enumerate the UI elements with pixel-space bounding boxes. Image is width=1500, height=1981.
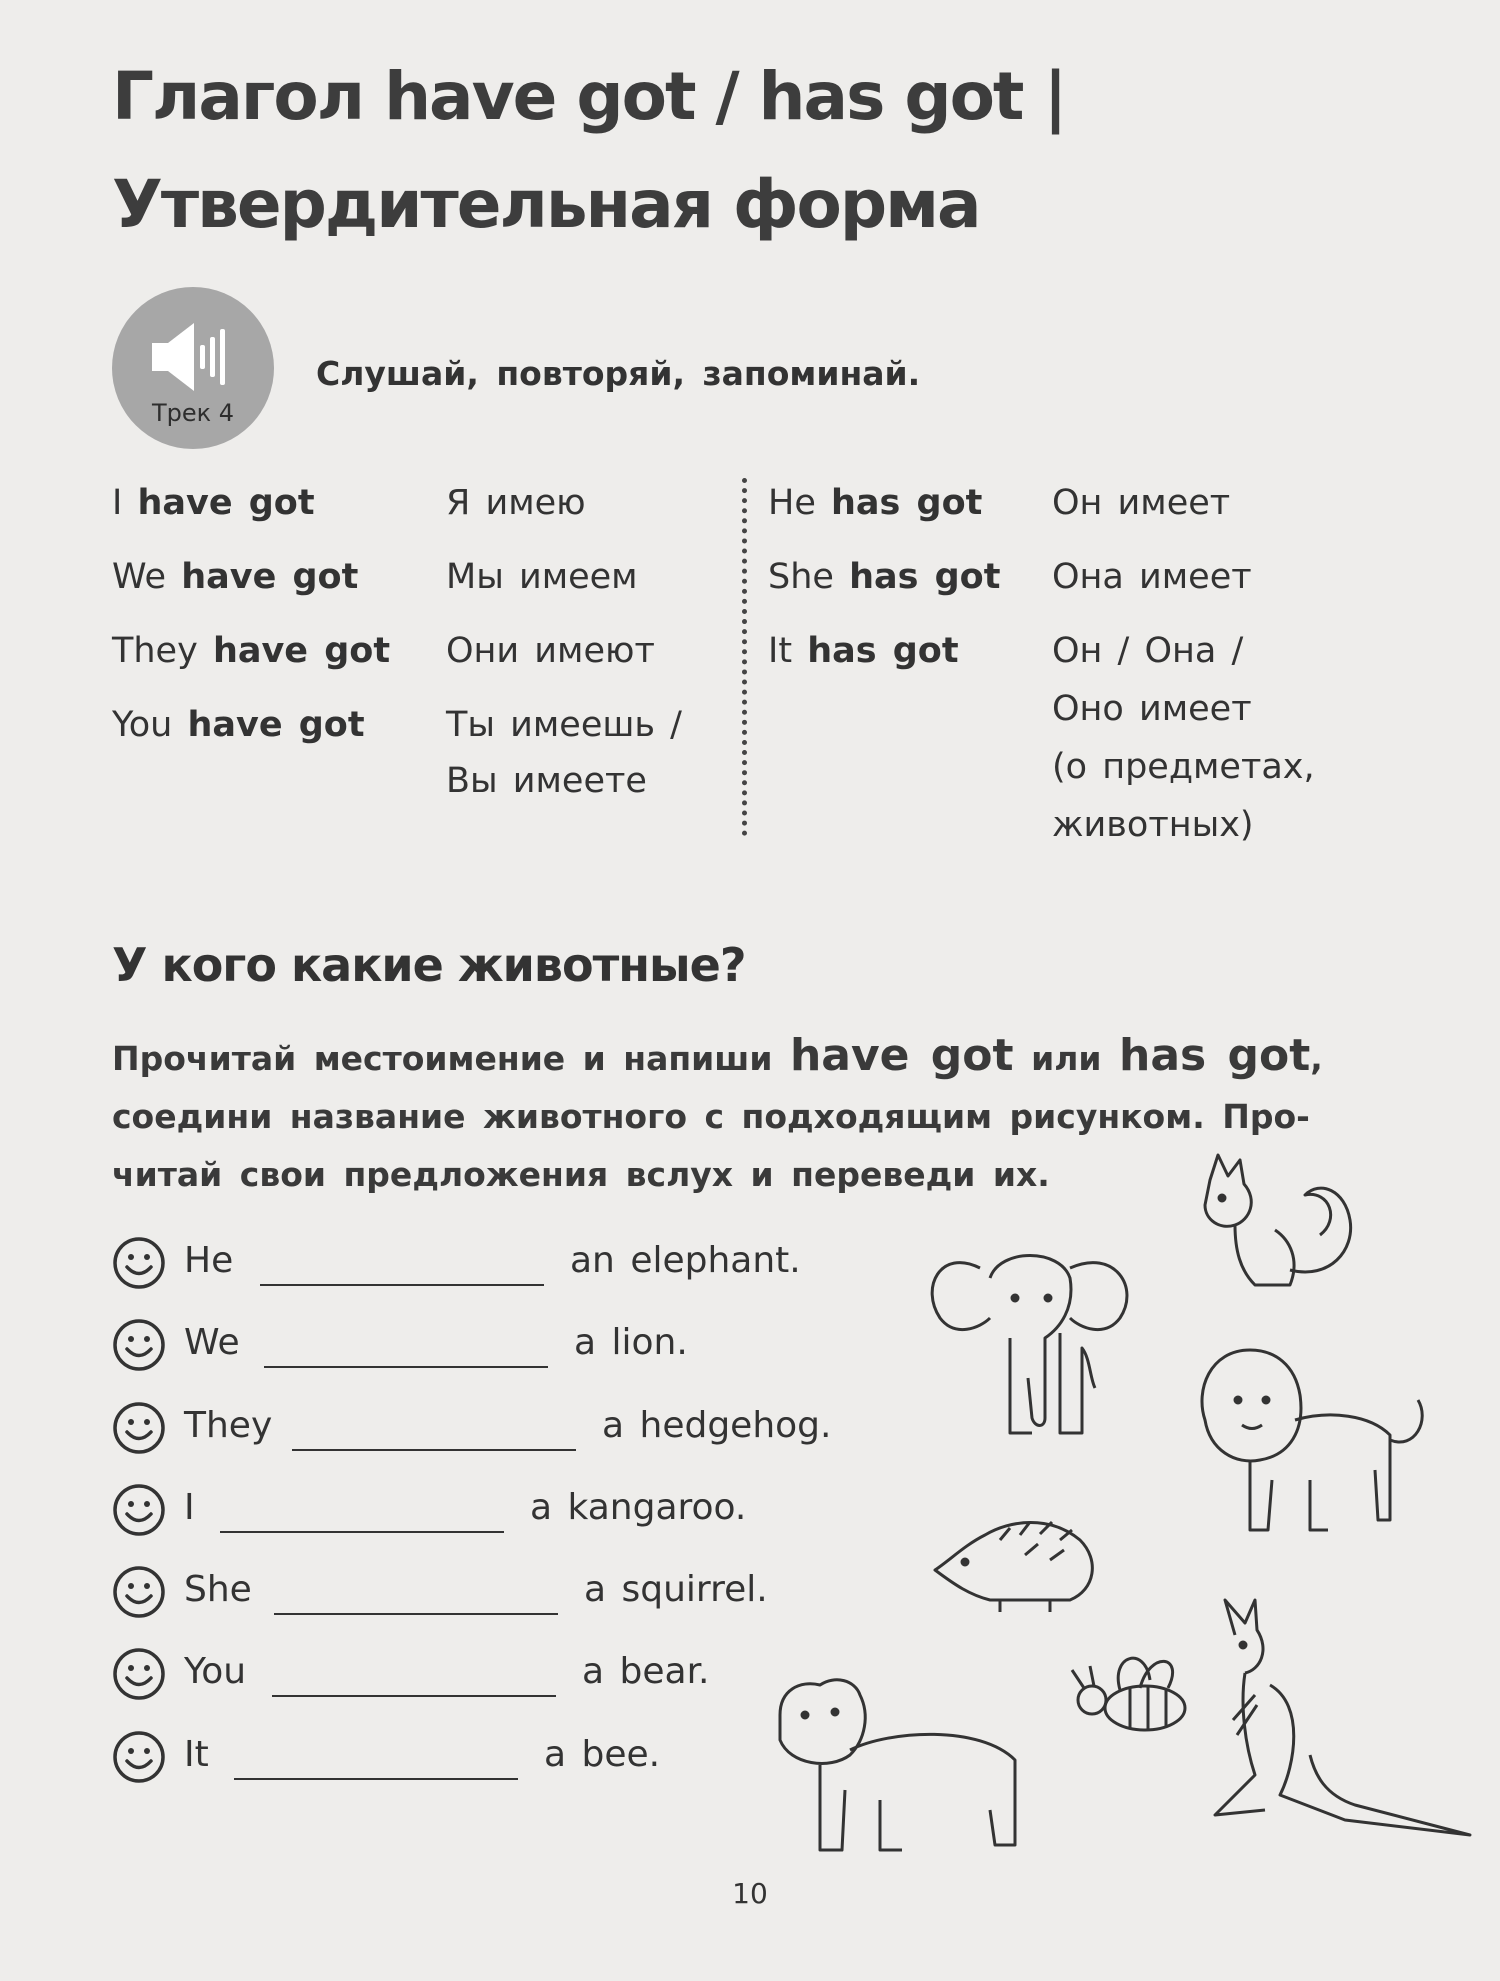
section-title: У кого какие животные?	[112, 938, 746, 992]
table-row	[112, 696, 365, 754]
translation: Он имеет	[1052, 483, 1231, 523]
verb: have got	[137, 483, 315, 523]
translation: Он / Она /	[1052, 631, 1244, 671]
smiley-icon	[112, 1483, 166, 1537]
pronoun: You	[112, 705, 173, 745]
exercise-pronoun: It	[184, 1734, 209, 1775]
translation: Она имеет	[1052, 557, 1252, 597]
smiley-icon	[112, 1236, 166, 1290]
squirrel-picture[interactable]	[1180, 1150, 1380, 1300]
exercise-object: a squirrel.	[584, 1569, 768, 1610]
exercise-object: a lion.	[574, 1322, 688, 1363]
verb: have got	[212, 631, 391, 671]
exercise-object: a bee.	[544, 1734, 661, 1775]
verb: has got	[849, 557, 1001, 597]
answer-blank[interactable]	[292, 1449, 576, 1451]
column-divider	[742, 478, 747, 836]
bee-picture[interactable]	[1050, 1640, 1200, 1750]
lion-picture[interactable]	[1190, 1340, 1440, 1560]
kangaroo-picture[interactable]	[1195, 1595, 1475, 1855]
answer-blank[interactable]	[264, 1366, 548, 1368]
exercise-pronoun: They	[184, 1405, 273, 1446]
translation: Вы имеете	[446, 761, 647, 801]
page-subtitle: Утвердительная форма	[112, 166, 980, 243]
task-text: ,	[1310, 1039, 1323, 1078]
task-text: или	[1031, 1039, 1102, 1078]
smiley-icon	[112, 1318, 166, 1372]
answer-blank[interactable]	[234, 1778, 518, 1780]
exercise-object: a kangaroo.	[530, 1487, 747, 1528]
bear-picture[interactable]	[760, 1670, 1040, 1870]
translation: животных)	[1052, 805, 1254, 845]
translation: Я имею	[446, 483, 586, 523]
listen-instruction: Слушай, повторяй, запоминай.	[316, 354, 921, 393]
pronoun: It	[768, 631, 793, 671]
page-title: Глагол have got / has got |	[112, 58, 1066, 135]
verb: has got	[831, 483, 983, 523]
verb: has got	[807, 631, 959, 671]
exercise-pronoun: I	[184, 1487, 195, 1528]
table-row	[768, 474, 982, 532]
table-row	[768, 622, 959, 680]
elephant-picture[interactable]	[920, 1228, 1140, 1458]
answer-blank[interactable]	[272, 1695, 556, 1697]
has-got-term: has got	[1119, 1030, 1311, 1081]
smiley-icon	[112, 1565, 166, 1619]
translation: Мы имеем	[446, 557, 638, 597]
task-text: Прочитай местоимение и напиши	[112, 1039, 773, 1078]
exercise-pronoun: We	[184, 1322, 240, 1363]
exercise-pronoun: He	[184, 1240, 234, 1281]
table-row	[112, 474, 315, 532]
smiley-icon	[112, 1730, 166, 1784]
answer-blank[interactable]	[220, 1531, 504, 1533]
verb: have got	[181, 557, 359, 597]
page-number: 10	[732, 1877, 768, 1910]
smiley-icon	[112, 1401, 166, 1455]
exercise-object: an elephant.	[570, 1240, 801, 1281]
pronoun: She	[768, 557, 834, 597]
hedgehog-picture[interactable]	[930, 1500, 1110, 1620]
exercise-pronoun: She	[184, 1569, 252, 1610]
pronoun: They	[112, 631, 198, 671]
audio-track-button[interactable]	[112, 287, 274, 449]
pronoun: He	[768, 483, 816, 523]
translation: (о предметах,	[1052, 747, 1315, 787]
track-label: Трек 4	[151, 399, 235, 427]
table-row	[768, 548, 1000, 606]
translation: Они имеют	[446, 631, 655, 671]
exercise-object: a hedgehog.	[602, 1405, 832, 1446]
pronoun: I	[112, 483, 123, 523]
verb: have got	[187, 705, 365, 745]
translation: Ты имеешь /	[446, 705, 682, 745]
answer-blank[interactable]	[260, 1284, 544, 1286]
smiley-icon	[112, 1647, 166, 1701]
exercise-object: a bear.	[582, 1651, 710, 1692]
have-got-term: have got	[789, 1030, 1014, 1081]
pronoun: We	[112, 557, 167, 597]
task-text: соедини название животного с подходящим рисунком. Про-	[112, 1097, 1310, 1136]
answer-blank[interactable]	[274, 1613, 558, 1615]
table-row	[112, 622, 390, 680]
table-row	[112, 548, 358, 606]
translation: Оно имеет	[1052, 689, 1252, 729]
speaker-icon	[150, 317, 240, 397]
task-text: читай свои предложения вслух и переведи их.	[112, 1155, 1050, 1194]
exercise-pronoun: You	[184, 1651, 247, 1692]
